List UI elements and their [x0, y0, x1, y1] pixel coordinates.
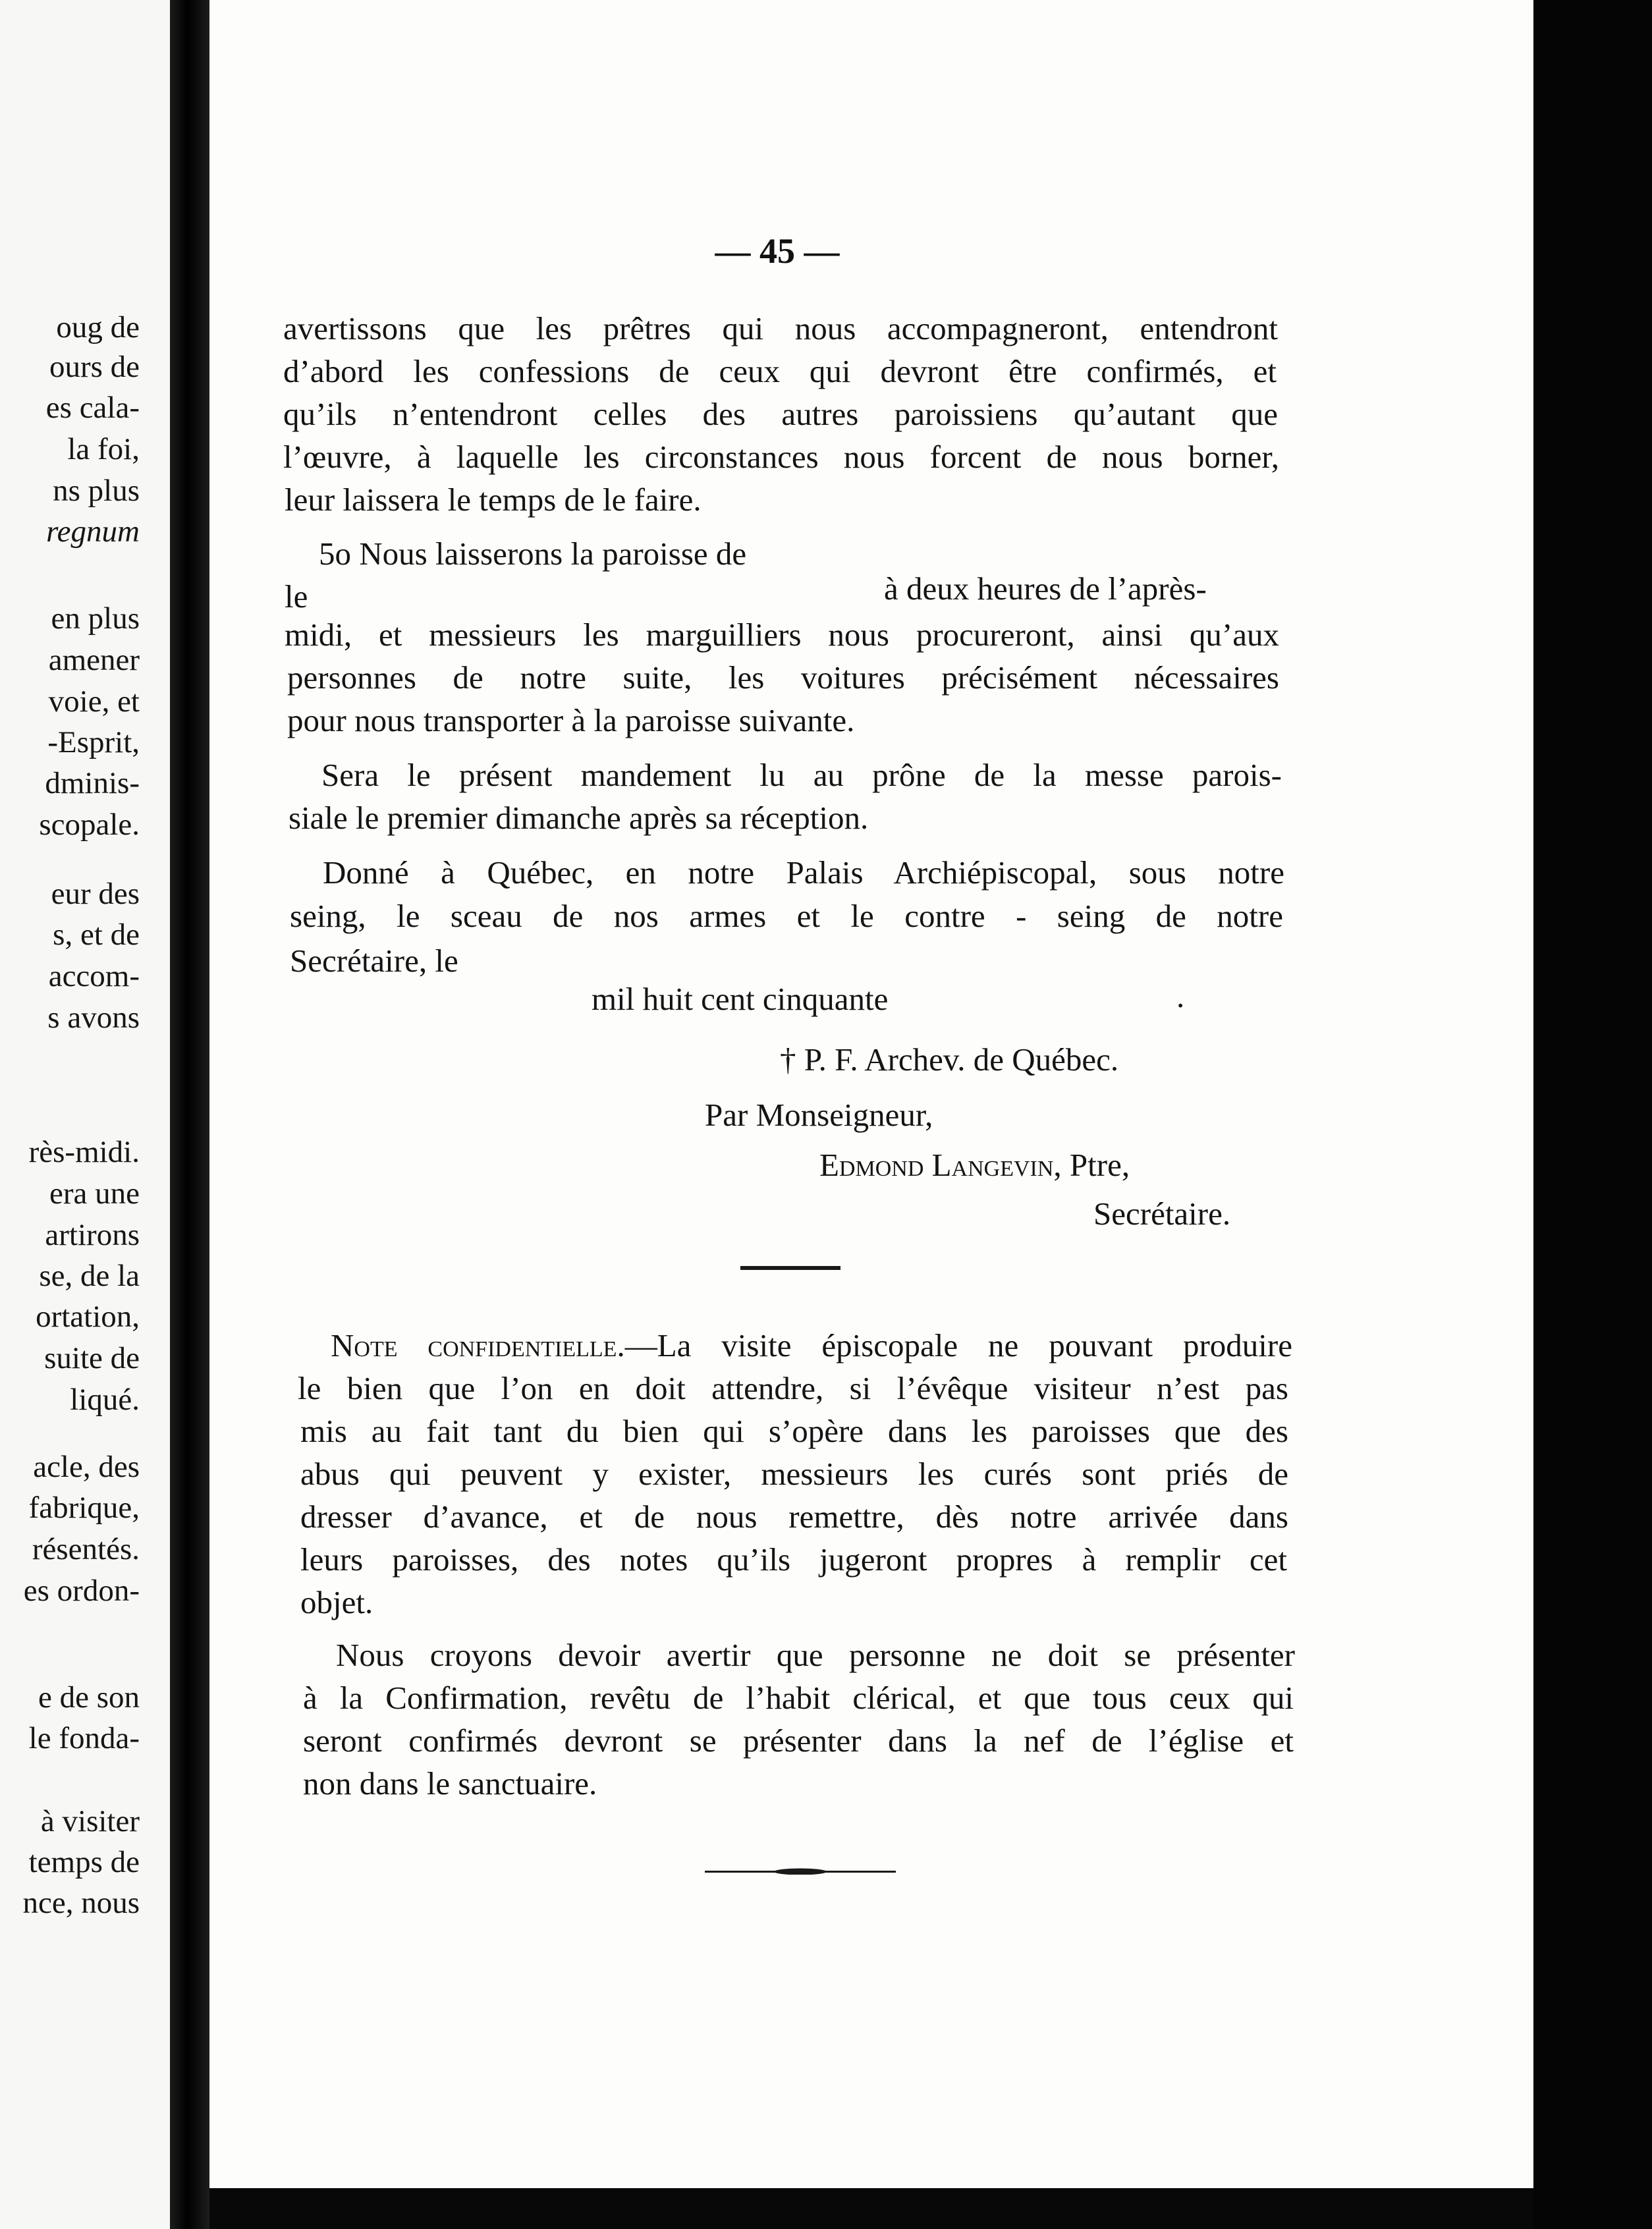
- text-line: .: [1176, 978, 1185, 1014]
- previous-page-line: s, et de: [53, 918, 140, 952]
- previous-page-line: voie, et: [48, 684, 140, 719]
- text-line: siale le premier dimanche après sa réception.: [289, 800, 869, 836]
- previous-page-line: es ordon-: [23, 1574, 140, 1608]
- text-line: leurs paroisses, des notes qu’ils jugeront propres à remplir cet: [300, 1541, 1287, 1578]
- note-heading: Note confidentielle.: [331, 1327, 625, 1363]
- previous-page-line: liqué.: [70, 1383, 140, 1417]
- text-line: objet.: [300, 1584, 373, 1620]
- previous-page-line: es cala-: [45, 391, 140, 425]
- previous-page-line: fabrique,: [28, 1491, 140, 1525]
- text-line: abus qui peuvent y exister, messieurs les curés sont priés de: [300, 1456, 1288, 1492]
- previous-page-line: temps de: [28, 1845, 140, 1879]
- previous-page-line: ortation,: [36, 1300, 140, 1334]
- text-line: pour nous transporter à la paroisse suivante.: [287, 702, 855, 738]
- text-line: Donné à Québec, en notre Palais Archiépiscopal, sous notre: [323, 854, 1284, 891]
- previous-page-line: e de son: [38, 1680, 140, 1715]
- text-line: mil huit cent cinquante: [592, 981, 889, 1017]
- previous-page-line: -Esprit,: [47, 725, 140, 759]
- previous-page-line: ns plus: [53, 474, 140, 508]
- book-gutter: [170, 0, 213, 2229]
- by-monseigneur: Par Monseigneur,: [705, 1097, 933, 1133]
- text-line: seing, le sceau de nos armes et le contre - seing de notre: [290, 898, 1283, 934]
- secretary-name-text: Edmond Langevin: [819, 1147, 1054, 1183]
- previous-page-line: scopale.: [39, 808, 140, 842]
- previous-page-line: artirons: [45, 1218, 140, 1252]
- scan-background: [1533, 0, 1652, 2229]
- text-line: à deux heures de l’après-: [884, 570, 1207, 607]
- scan-background-bottom: [209, 2188, 1533, 2229]
- previous-page-line: se, de la: [39, 1259, 140, 1293]
- text-line: Nous croyons devoir avertir que personne ne doit se présenter: [336, 1637, 1295, 1673]
- text-line: 5o Nous laisserons la paroisse de: [319, 536, 747, 572]
- previous-page-line: acle, des: [33, 1450, 140, 1484]
- text-line: personnes de notre suite, les voitures précisément nécessaires: [287, 659, 1279, 696]
- secretary-name: [819, 1146, 1130, 1184]
- text-line: le: [285, 578, 308, 615]
- previous-page-line: era une: [49, 1176, 140, 1211]
- previous-page-line: rès-midi.: [28, 1135, 140, 1169]
- previous-page-line: en plus: [51, 601, 140, 636]
- closing-ornament: [705, 1868, 896, 1875]
- text-line: dresser d’avance, et de nous remettre, dès notre arrivée dans: [300, 1499, 1288, 1535]
- page-number: — 45 —: [715, 231, 840, 271]
- previous-page-line: suite de: [44, 1341, 140, 1375]
- previous-page-line: s avons: [47, 1001, 140, 1035]
- text-line: d’abord les confessions de ceux qui devront être confirmés, et: [283, 353, 1277, 389]
- section-rule: [740, 1266, 840, 1270]
- previous-page-line: la foi,: [67, 432, 140, 466]
- text-line: qu’ils n’entendront celles des autres paroissiens qu’autant que: [283, 396, 1278, 432]
- text-line: l’œuvre, à laquelle les circonstances nous forcent de nous borner,: [283, 439, 1279, 475]
- previous-page-line: accom-: [48, 959, 140, 993]
- previous-page-line: nce, nous: [22, 1886, 140, 1920]
- archbishop-signature: † P. F. Archev. de Québec.: [780, 1041, 1119, 1078]
- previous-page-line: oug de: [56, 310, 140, 344]
- text-line: mis au fait tant du bien qui s’opère dans les paroisses que des: [300, 1413, 1288, 1449]
- text-line: Sera le présent mandement lu au prône de la messe parois-: [321, 757, 1282, 793]
- text-line: le bien que l’on en doit attendre, si l’évêque visiteur n’est pas: [298, 1370, 1288, 1406]
- note-first-line-text: —La visite épiscopale ne pouvant produire: [624, 1327, 1292, 1363]
- previous-page-line: amener: [48, 643, 140, 677]
- text-line: non dans le sanctuaire.: [303, 1765, 597, 1802]
- text-line: midi, et messieurs les marguilliers nous procureront, ainsi qu’aux: [285, 617, 1279, 653]
- previous-page-line: résentés.: [32, 1532, 140, 1566]
- text-line: avertissons que les prêtres qui nous accompagneront, entendront: [283, 310, 1278, 346]
- text-line: Secrétaire, le: [290, 943, 458, 979]
- previous-page-line: regnum: [46, 514, 140, 549]
- previous-page-line: le fonda-: [28, 1721, 140, 1755]
- note-first-line: [331, 1327, 1292, 1364]
- previous-page-line: ours de: [49, 350, 140, 384]
- text-line: à la Confirmation, revêtu de l’habit clérical, et que tous ceux qui: [303, 1680, 1294, 1716]
- text-line: leur laissera le temps de le faire.: [285, 482, 702, 518]
- secretary-suffix: , Ptre,: [1053, 1147, 1130, 1183]
- text-line: seront confirmés devront se présenter dans la nef de l’église et: [303, 1722, 1294, 1759]
- previous-page-line: à visiter: [40, 1804, 140, 1838]
- secretary-title: Secrétaire.: [1093, 1196, 1231, 1232]
- previous-page-line: eur des: [51, 877, 140, 911]
- previous-page-line: dminis-: [45, 766, 140, 800]
- previous-page-fragment: [0, 0, 170, 2229]
